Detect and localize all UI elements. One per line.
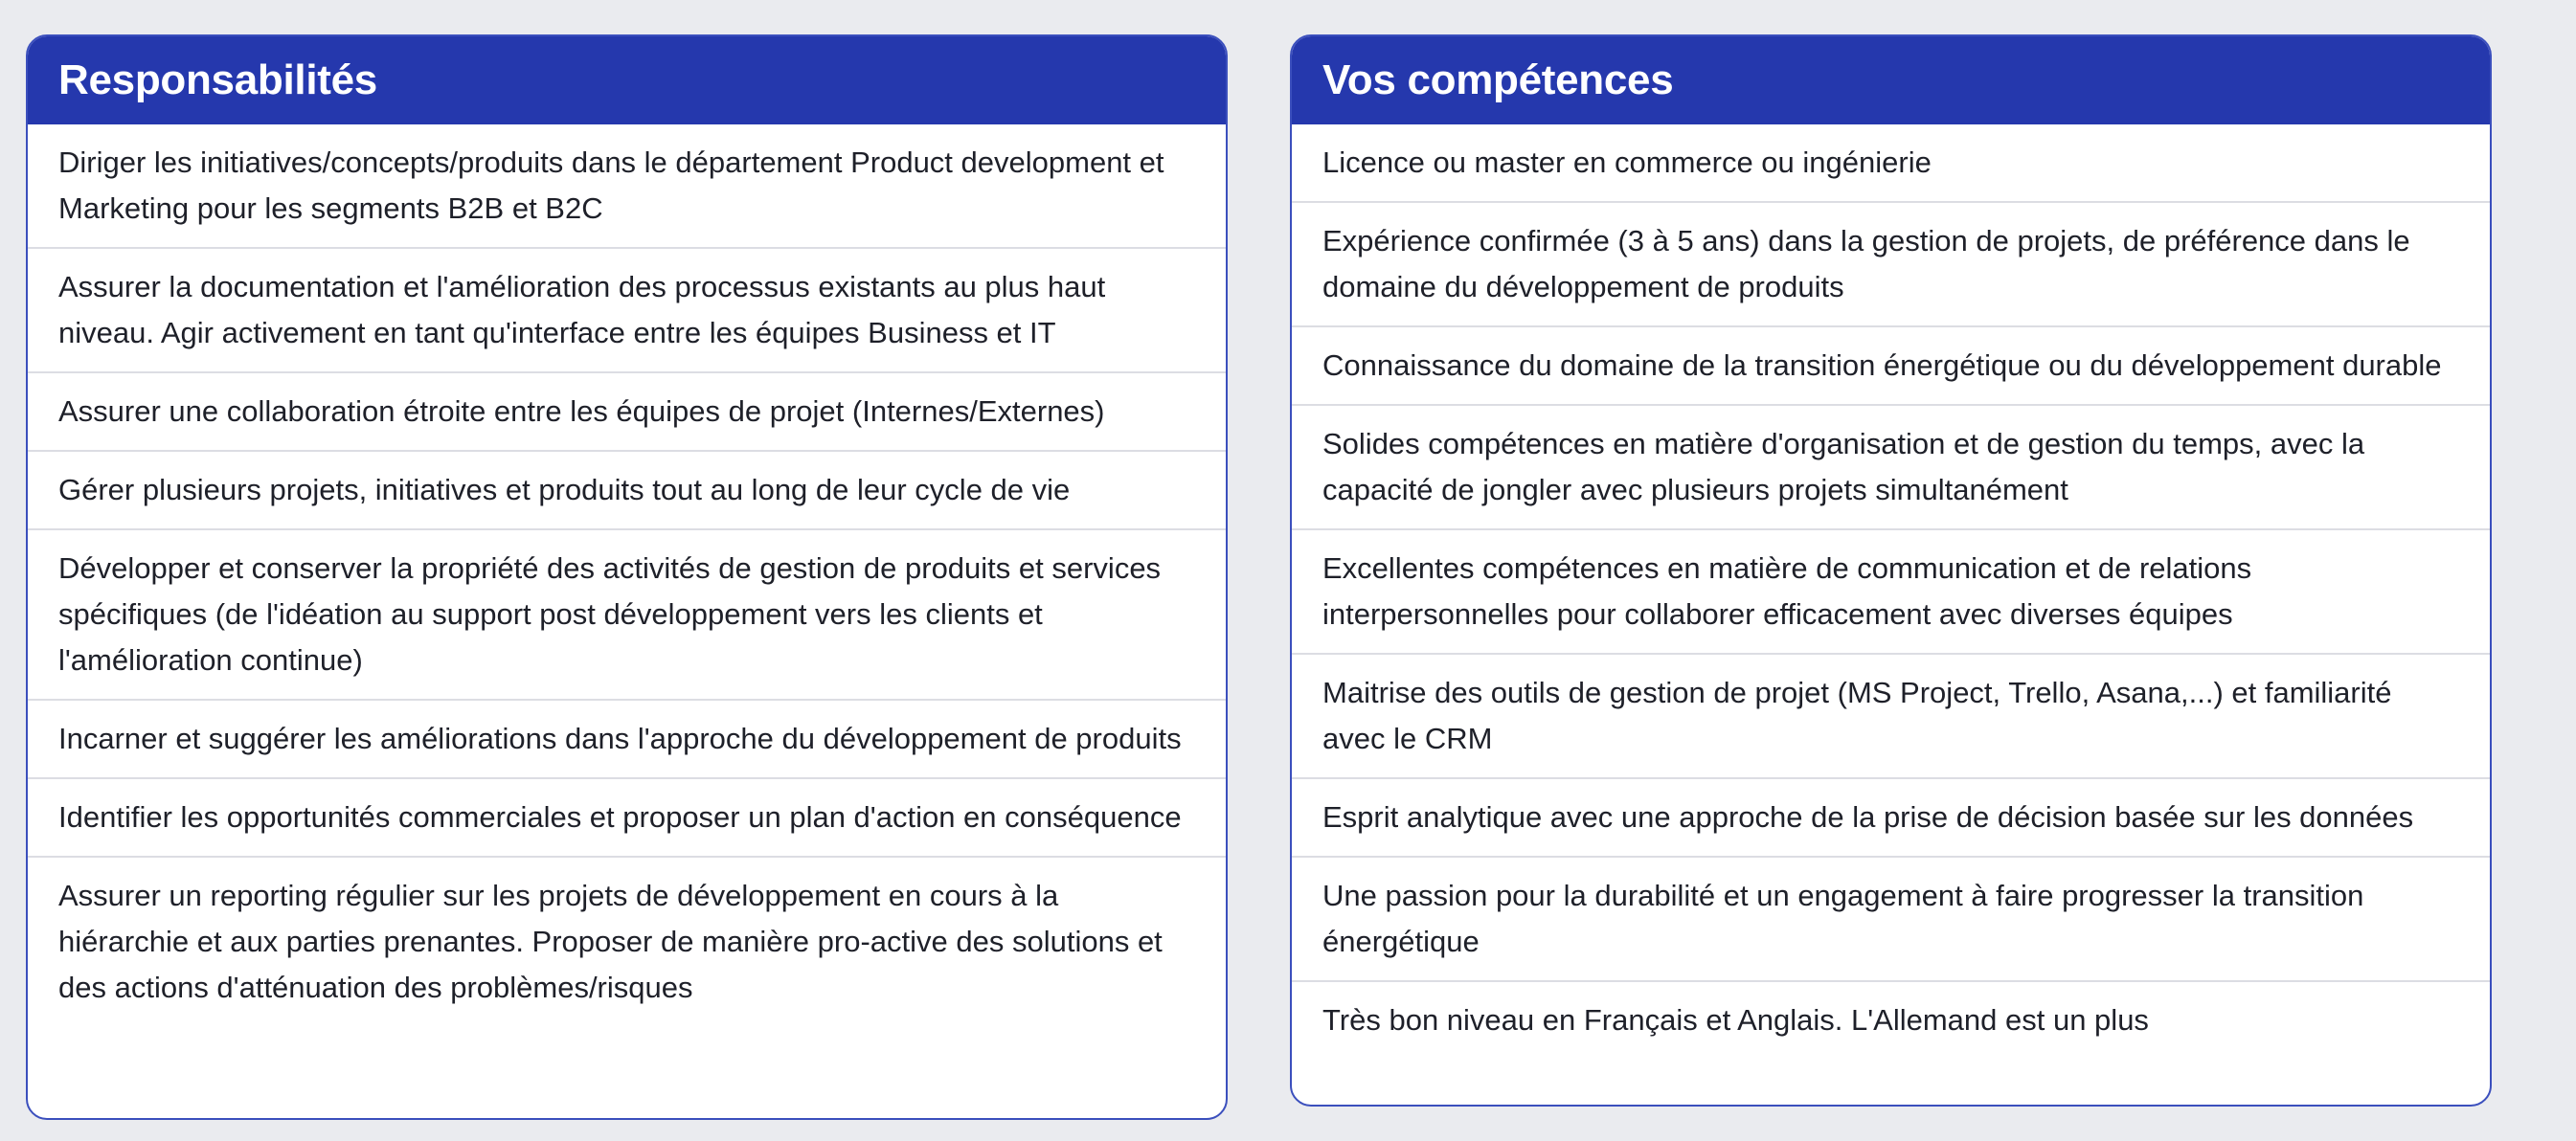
list-item: Une passion pour la durabilité et un engagement à faire progresser la transition énergétique: [1292, 858, 2490, 982]
list-item: Connaissance du domaine de la transition énergétique ou du développement durable: [1292, 327, 2490, 406]
responsabilites-header: [28, 36, 1226, 124]
competences-header: [1292, 36, 2490, 124]
list-item: Expérience confirmée (3 à 5 ans) dans la gestion de projets, de préférence dans le domaine du développement de produits: [1292, 203, 2490, 327]
list-item: Identifier les opportunités commerciales et proposer un plan d'action en conséquence: [28, 779, 1226, 858]
list-item: Développer et conserver la propriété des activités de gestion de produits et services spécifiques (de l'idéation au support post développement vers les clients et l'amélioration continue): [28, 530, 1226, 701]
list-item: Assurer la documentation et l'amélioration des processus existants au plus haut niveau. Agir activement en tant qu'interface entre les équipes Business et IT: [28, 249, 1226, 373]
list-item: Maitrise des outils de gestion de projet (MS Project, Trello, Asana,...) et familiarité avec le CRM: [1292, 655, 2490, 779]
list-item: Assurer une collaboration étroite entre les équipes de projet (Internes/Externes): [28, 373, 1226, 452]
list-item: Excellentes compétences en matière de communication et de relations interpersonnelles pour collaborer efficacement avec diverses équipes: [1292, 530, 2490, 655]
competences-card: [1290, 34, 2492, 1107]
list-item: Solides compétences en matière d'organisation et de gestion du temps, avec la capacité de jongler avec plusieurs projets simultanément: [1292, 406, 2490, 530]
responsabilites-card: [26, 34, 1228, 1120]
competences-title: Vos compétences: [1322, 56, 1674, 103]
list-item: Gérer plusieurs projets, initiatives et produits tout au long de leur cycle de vie: [28, 452, 1226, 530]
list-item: Assurer un reporting régulier sur les projets de développement en cours à la hiérarchie et aux parties prenantes. Proposer de manière pro-active des solutions et des actions d'atténuation des problèmes/risques: [58, 879, 1163, 1004]
responsabilites-title: Responsabilités: [58, 56, 377, 103]
list-item: Esprit analytique avec une approche de la prise de décision basée sur les données: [1292, 779, 2490, 858]
list-item: Très bon niveau en Français et Anglais. L'Allemand est un plus: [1322, 1003, 2149, 1037]
list-item: Licence ou master en commerce ou ingénierie: [1292, 124, 2490, 203]
responsabilites-list: [28, 124, 1226, 1026]
competences-list: [1292, 124, 2490, 1059]
list-item: Incarner et suggérer les améliorations dans l'approche du développement de produits: [28, 701, 1226, 779]
list-item: Diriger les initiatives/concepts/produits dans le département Product development et Marketing pour les segments B2B et B2C: [28, 124, 1226, 249]
